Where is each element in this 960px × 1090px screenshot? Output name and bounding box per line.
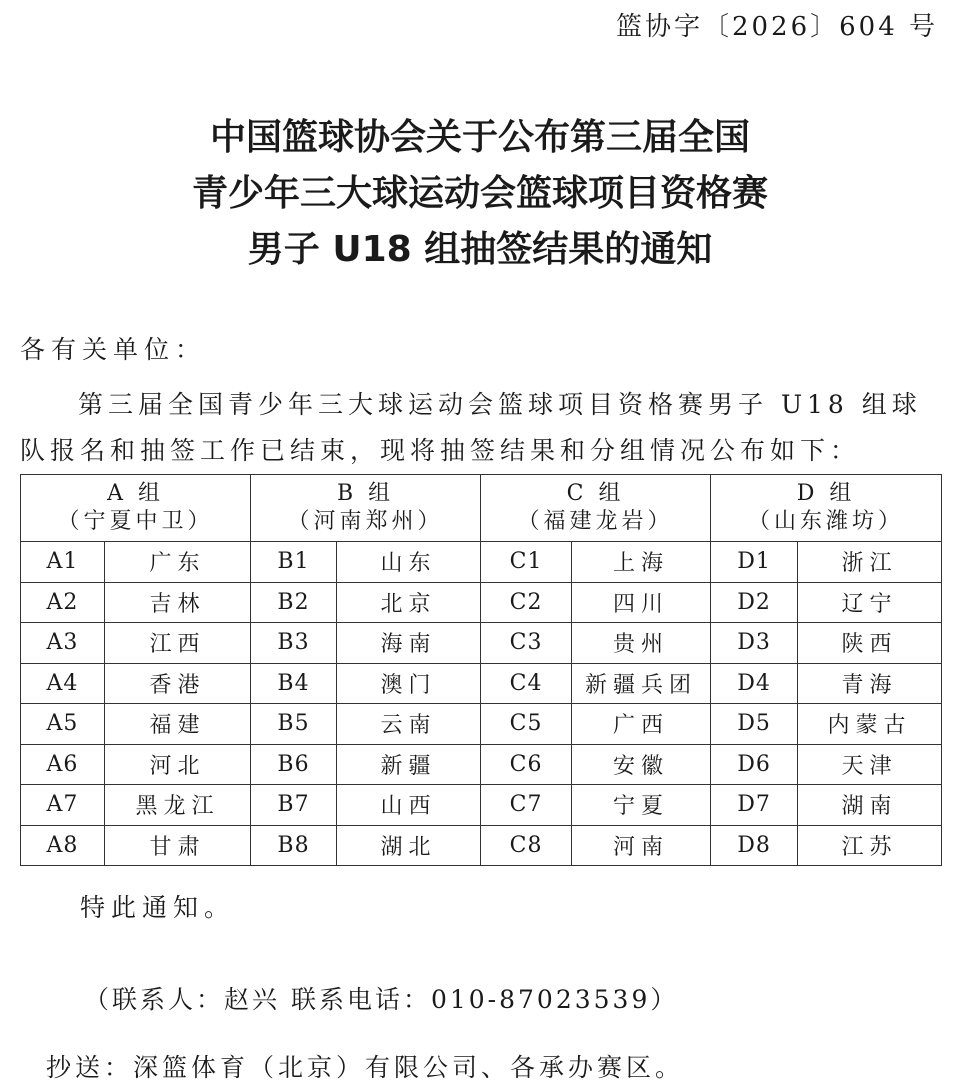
team-name: 青海: [798, 663, 942, 704]
seed-position: A6: [21, 744, 105, 785]
team-name: 陕西: [798, 623, 942, 664]
seed-position: D4: [711, 663, 798, 704]
team-name: 河北: [105, 744, 251, 785]
team-name: 吉林: [105, 582, 251, 623]
seed-position: D1: [711, 542, 798, 583]
team-name: 安徽: [572, 744, 711, 785]
seed-position: A8: [21, 825, 105, 866]
table-row: [21, 663, 942, 704]
group-venue: （福建龙岩）: [517, 509, 674, 534]
team-name: 北京: [337, 582, 481, 623]
seed-position: B7: [251, 785, 337, 826]
group-header-d: [711, 475, 942, 542]
table-row: [21, 542, 942, 583]
seed-position: C3: [481, 623, 572, 664]
seed-position: C4: [481, 663, 572, 704]
team-name: 宁夏: [572, 785, 711, 826]
team-name: 澳门: [337, 663, 481, 704]
closing-remark: 特此通知。: [80, 893, 236, 922]
table-row: [21, 582, 942, 623]
group-name: C 组: [566, 481, 625, 506]
draw-results-table: [20, 474, 942, 866]
seed-position: D8: [711, 825, 798, 866]
seed-position: D2: [711, 582, 798, 623]
seed-position: C1: [481, 542, 572, 583]
team-name: 广东: [105, 542, 251, 583]
group-venue: （宁夏中卫）: [57, 509, 214, 534]
group-header-row: [21, 475, 942, 542]
team-name: 辽宁: [798, 582, 942, 623]
group-venue: （河南郑州）: [287, 509, 444, 534]
body-paragraph: [20, 382, 940, 474]
title-line-2: 青少年三大球运动会篮球项目资格赛: [191, 173, 768, 214]
group-name: B 组: [336, 481, 395, 506]
seed-position: D5: [711, 704, 798, 745]
team-name: 香港: [105, 663, 251, 704]
team-name: 河南: [572, 825, 711, 866]
table-row: [21, 623, 942, 664]
team-name: 上海: [572, 542, 711, 583]
table-row: [21, 704, 942, 745]
document-number: 篮协字〔2026〕604 号: [615, 12, 938, 42]
team-name: 广西: [572, 704, 711, 745]
title-line-3: 男子 U18 组抽签结果的通知: [247, 229, 713, 270]
seed-position: A1: [21, 542, 105, 583]
seed-position: B6: [251, 744, 337, 785]
group-name: A 组: [107, 481, 164, 506]
seed-position: C8: [481, 825, 572, 866]
group-header-a: [21, 475, 251, 542]
body-line-1: 第三届全国青少年三大球运动会篮球项目资格赛男子 U18 组球: [78, 390, 922, 419]
seed-position: B2: [251, 582, 337, 623]
carbon-copy-line: 抄送：深篮体育（北京）有限公司、各承办赛区。: [46, 1053, 685, 1082]
table-row: [21, 825, 942, 866]
group-header-c: [481, 475, 711, 542]
seed-position: B4: [251, 663, 337, 704]
seed-position: B3: [251, 623, 337, 664]
team-name: 新疆: [337, 744, 481, 785]
seed-position: A2: [21, 582, 105, 623]
seed-position: C5: [481, 704, 572, 745]
team-name: 山西: [337, 785, 481, 826]
table-row: [21, 744, 942, 785]
group-header-b: [251, 475, 481, 542]
team-name: 黑龙江: [105, 785, 251, 826]
seed-position: C6: [481, 744, 572, 785]
team-name: 甘肃: [105, 825, 251, 866]
team-name: 湖北: [337, 825, 481, 866]
table-row: [21, 785, 942, 826]
team-name: 山东: [337, 542, 481, 583]
team-name: 江苏: [798, 825, 942, 866]
seed-position: A4: [21, 663, 105, 704]
seed-position: A5: [21, 704, 105, 745]
group-name: D 组: [796, 481, 856, 506]
seed-position: D7: [711, 785, 798, 826]
seed-position: B8: [251, 825, 337, 866]
team-name: 新疆兵团: [572, 663, 711, 704]
seed-position: B1: [251, 542, 337, 583]
seed-position: C7: [481, 785, 572, 826]
salutation: 各有关单位：: [20, 335, 207, 364]
seed-position: D6: [711, 744, 798, 785]
team-name: 海南: [337, 623, 481, 664]
seed-position: D3: [711, 623, 798, 664]
team-name: 浙江: [798, 542, 942, 583]
team-name: 云南: [337, 704, 481, 745]
team-name: 内蒙古: [798, 704, 942, 745]
team-name: 江西: [105, 623, 251, 664]
seed-position: C2: [481, 582, 572, 623]
title-line-1: 中国篮球协会关于公布第三届全国: [209, 117, 750, 158]
seed-position: A7: [21, 785, 105, 826]
team-name: 湖南: [798, 785, 942, 826]
team-name: 四川: [572, 582, 711, 623]
group-venue: （山东潍坊）: [748, 509, 905, 534]
document-title: [0, 110, 960, 278]
team-name: 贵州: [572, 623, 711, 664]
body-line-2: 队报名和抽签工作已结束，现将抽签结果和分组情况公布如下：: [20, 436, 861, 465]
team-name: 天津: [798, 744, 942, 785]
seed-position: B5: [251, 704, 337, 745]
seed-position: A3: [21, 623, 105, 664]
contact-info: （联系人：赵兴 联系电话：010-87023539）: [84, 985, 679, 1014]
team-name: 福建: [105, 704, 251, 745]
